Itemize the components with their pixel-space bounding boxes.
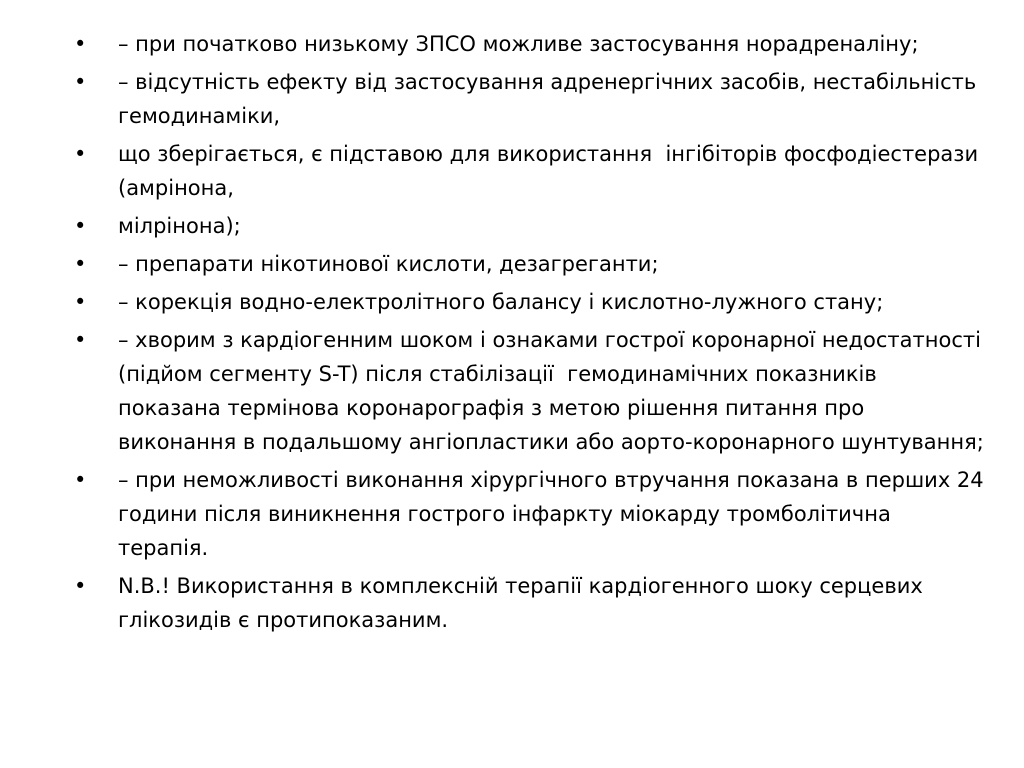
list-item-text: – хворим з кардіогенним шоком і ознаками гострої коронарної недостатності (підйом сегменту S-T) після стабілізації гемодинамічних показників показана термінова коронарографія з метою рішення питання про виконання в подальшому ангіопластики або аорто-коронарного шунтування; [118,328,988,454]
list-item-text: – при неможливості виконання хірургічного втручання показана в перших 24 години після виникнення гострого інфаркту міокарду тромболітична терапія. [118,468,998,560]
list-item [74,463,998,565]
list-item-text: – препарати нікотинової кислоти, дезагреганти; [118,252,659,276]
list-item-text: – при початково низькому ЗПСО можливе застосування норадреналіну; [118,32,919,56]
list-item [74,569,984,637]
list-item [74,285,984,319]
bullet-marker: • [74,328,87,352]
list-item [74,27,984,61]
list-item-text: що зберігається, є підставою для використання інгібіторів фосфодіестерази (амрінона, [118,142,992,200]
bullet-marker: • [74,290,87,314]
list-item [74,137,992,205]
bullet-marker: • [74,574,87,598]
list-item-text: N.B.! Використання в комплексній терапії кардіогенного шоку серцевих глікозидів є протипоказаним. [118,574,930,632]
bullet-marker: • [74,214,87,238]
bullet-list [74,27,998,641]
list-item [74,247,984,281]
list-item-text: мілрінона); [118,214,241,238]
list-item [74,323,988,459]
bullet-marker: • [74,70,87,94]
list-item-text: – корекція водно-електролітного балансу і кислотно-лужного стану; [118,290,884,314]
list-item [74,65,984,133]
bullet-marker: • [74,142,87,166]
bullet-marker: • [74,32,87,56]
bullet-marker: • [74,468,87,492]
list-item-text: – відсутність ефекту від застосування адренергічних засобів, нестабільність гемодинаміки, [118,70,983,128]
list-item [74,209,984,243]
bullet-marker: • [74,252,87,276]
